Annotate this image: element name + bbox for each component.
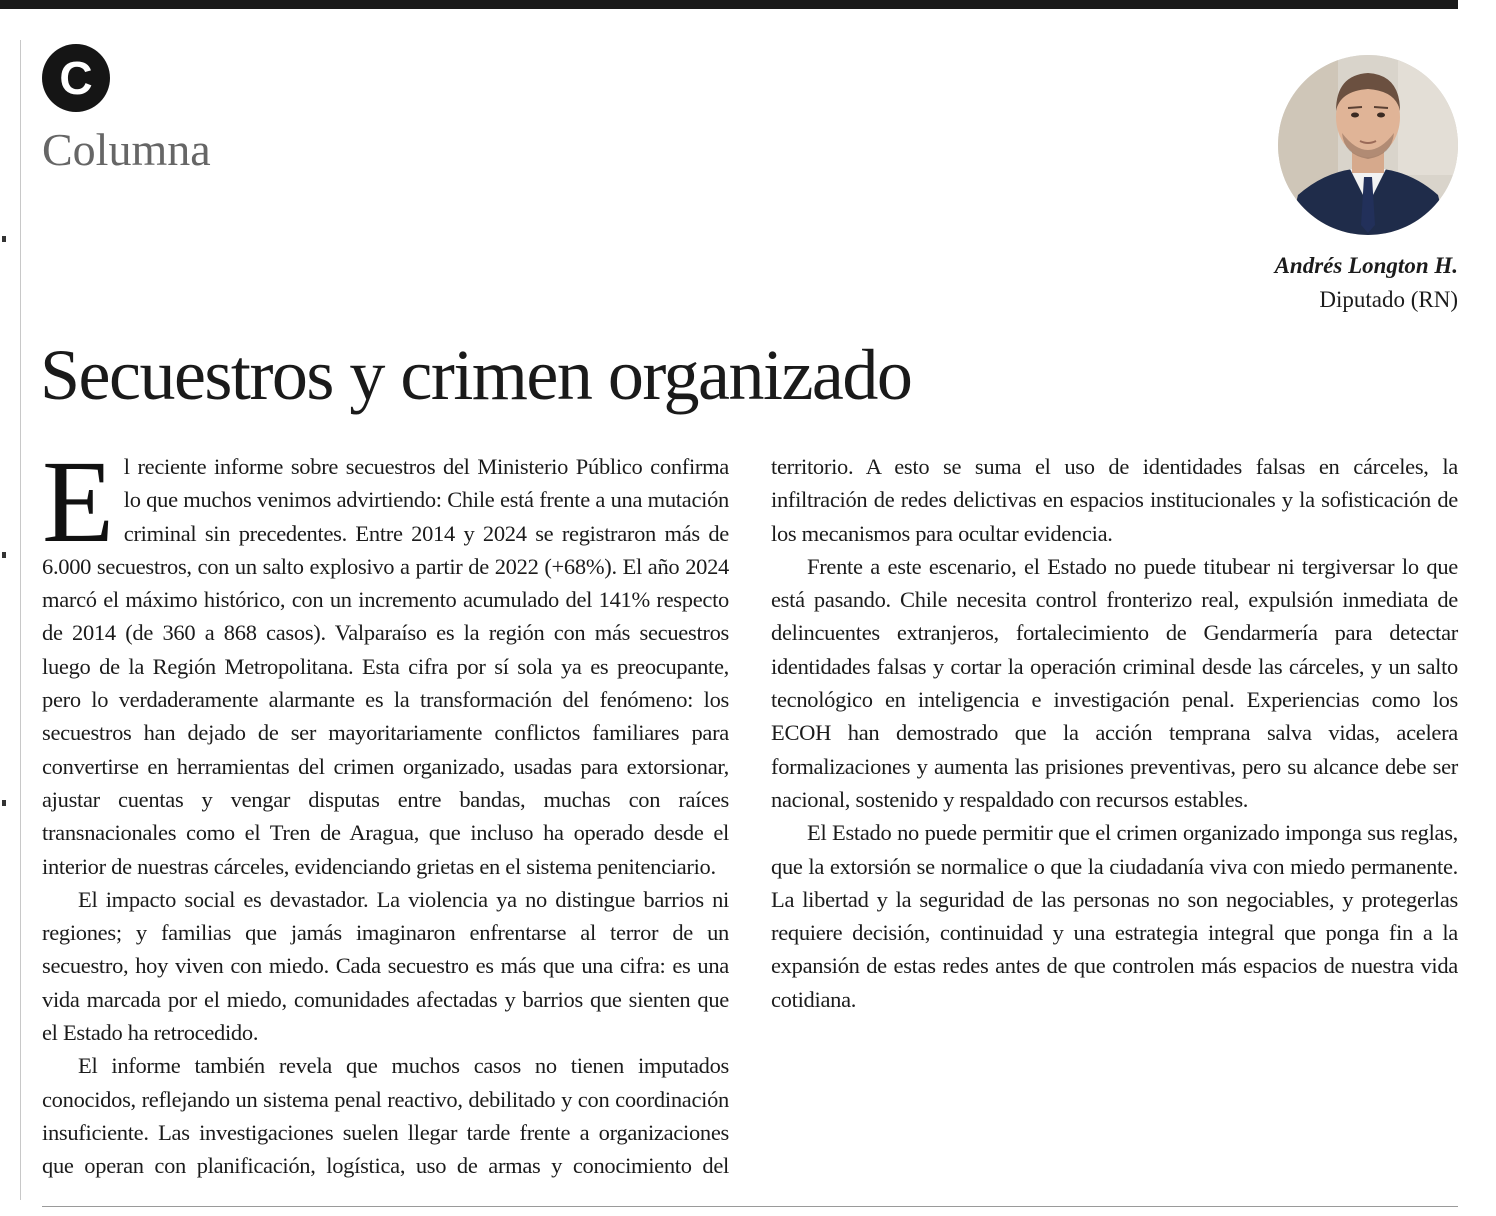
edge-mark	[2, 552, 6, 558]
edge-mark	[2, 236, 6, 242]
article-paragraph: El informe también revela que muchos casos no tienen imputados conocidos, reflejando un sistema penal reactivo, debilitado y con coordinación insuficiente. Las investigaciones suelen llegar tarde frente a organizaciones que operan con planificación, logística, uso de armas y conocimiento del territorio. A esto se suma el uso de identidades falsas en cárceles, la infiltración de redes delictivas en espacios institucionales y la sofisticación de los mecanismos para ocultar evidencia.	[42, 454, 1458, 1179]
author-portrait-image	[1278, 55, 1458, 235]
author-role: Diputado (RN)	[1319, 287, 1458, 312]
article-paragraph: Frente a este escenario, el Estado no puede titubear ni tergiversar lo que está pasando. Chile necesita control fronterizo real, expulsión inmediata de delincuentes extranjeros, fortalecimiento de Gendarmería para detectar identidades falsas y cortar la operación criminal desde las cárceles, y un salto tecnológico en inteligencia e investigación penal. Experiencias como los ECOH han demostrado que la acción temprana salva vidas, acelera formalizaciones y aumenta las prisiones preventivas, pero su alcance debe ser nacional, sostenido y respaldado con recursos estables.	[771, 553, 1458, 812]
author-name: Andrés Longton H.	[1274, 253, 1458, 278]
article-paragraph	[42, 436, 729, 883]
edge-mark	[2, 800, 6, 806]
article-body	[42, 436, 1458, 1190]
section-badge: C	[42, 44, 110, 112]
article-paragraph: El impacto social es devastador. La violencia ya no distingue barrios ni regiones; y familias que jamás imaginaron enfrentarse al terror de un secuestro, hoy viven con miedo. Cada secuestro es más que una cifra: es una vida marcada por el miedo, comunidades afectadas y barrios que sienten que el Estado ha retrocedido.	[42, 886, 729, 1046]
author-photo	[1278, 55, 1458, 235]
bottom-rule	[42, 1206, 1458, 1207]
paragraph-text: l reciente informe sobre secuestros del Ministerio Público confirma lo que muchos venimos advirtiendo: Chile está frente a una mutación criminal sin precedentes. Entre 2014 y 2024 se registraron más de 6.000 secuestros, con un salto explosivo a partir de 2022 (+68%). El año 2024 marcó el máximo histórico, con un incremento acumulado del 141% respecto de 2014 (de 360 a 868 casos). Valparaíso es la región con más secuestros luego de la Región Metropolitana. Esta cifra por sí sola ya es preocupante, pero lo verdaderamente alarmante es la transformación del fenómeno: los secuestros han dejado de ser mayoritariamente conflictos familiares para convertirse en herramientas del crimen organizado, usadas para extorsionar, ajustar cuentas y vengar disputas entre bandas, muchas con raíces transnacionales como el Tren de Aragua, que incluso ha operado desde el interior de nuestras cárceles, evidenciando grietas en el sistema penitenciario.	[42, 454, 729, 879]
article-headline: Secuestros y crimen organizado	[40, 335, 912, 415]
top-rule	[0, 0, 1458, 9]
section-label: Columna	[42, 124, 211, 175]
left-margin-rule	[20, 40, 21, 1200]
drop-cap: E	[42, 436, 114, 567]
article-paragraph: El Estado no puede permitir que el crimen organizado imponga sus reglas, que la extorsión se normalice o que la ciudadanía viva con miedo permanente. La libertad y la seguridad de las personas no son negociables, y protegerlas requiere decisión, continuidad y una estrategia integral que ponga fin a la expansión de estas redes antes de que controlen más espacios de nuestra vida cotidiana.	[771, 820, 1458, 1012]
